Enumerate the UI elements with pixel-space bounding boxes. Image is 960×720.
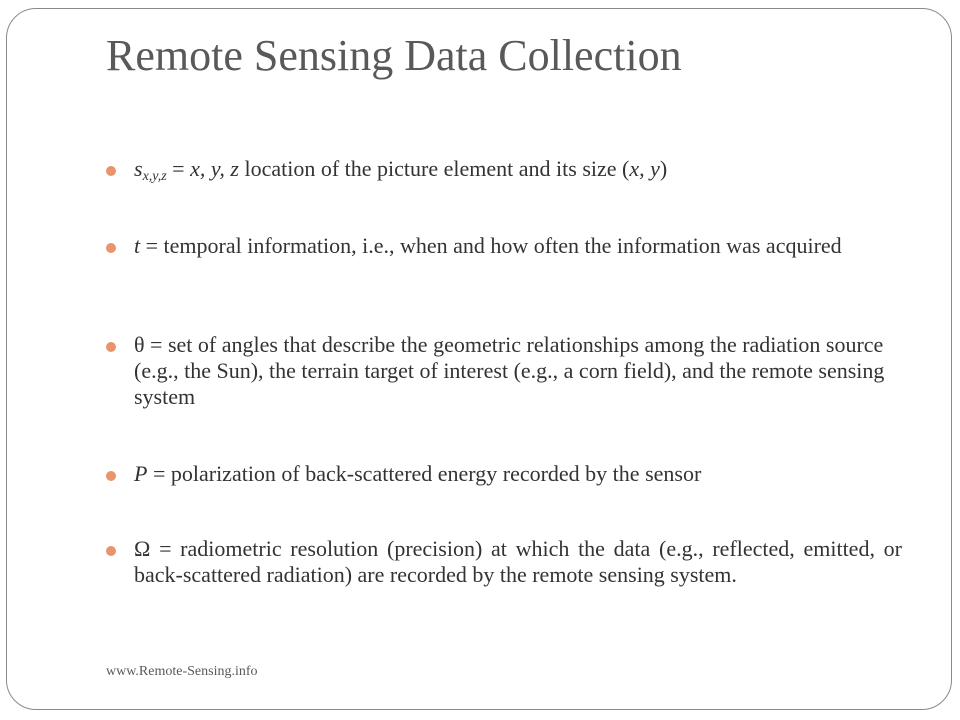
slide-title: Remote Sensing Data Collection xyxy=(106,31,682,80)
close-paren: ) xyxy=(659,156,668,181)
bullet-dot-icon xyxy=(106,166,116,176)
bullet-item xyxy=(106,461,902,487)
xyz-text: x, y, z xyxy=(190,156,239,181)
polarization-text: = polarization of back-scattered energy recorded by the sensor xyxy=(147,461,702,486)
symbol-s: s xyxy=(134,156,143,181)
bullet-text: θ = set of angles that describe the geometric relationships among the radiation source (e.g., the Sun), the terrain target of interest (e.g., a corn field), and the remote sensing system xyxy=(134,332,885,409)
bullet-text xyxy=(134,233,902,259)
bullet-dot-icon xyxy=(106,243,116,253)
bullet-item xyxy=(106,332,902,410)
symbol-p: P xyxy=(134,461,148,486)
symbol-t: t xyxy=(134,233,141,258)
equals: = xyxy=(166,156,191,181)
temporal-text: = temporal information, i.e., when and how often the information was acquired xyxy=(140,233,842,258)
bullet-item xyxy=(106,233,902,259)
bullet-dot-icon xyxy=(106,342,116,352)
bullet-text: Ω = radiometric resolution (precision) at which the data (e.g., reflected, emitted, or back-scattered radiation) are recorded by the remote sensing system. xyxy=(134,536,902,587)
xy-text: x, y xyxy=(629,156,660,181)
bullet-item xyxy=(106,536,902,588)
subscript-xyz: x,y,z xyxy=(142,169,167,184)
location-text: location of the picture element and its size ( xyxy=(238,156,630,181)
bullet-text xyxy=(134,461,902,487)
bullet-text xyxy=(134,156,902,182)
bullet-item xyxy=(106,156,902,182)
footer-url: www.Remote-Sensing.info xyxy=(106,664,258,679)
bullet-dot-icon xyxy=(106,471,116,481)
bullet-dot-icon xyxy=(106,546,116,556)
